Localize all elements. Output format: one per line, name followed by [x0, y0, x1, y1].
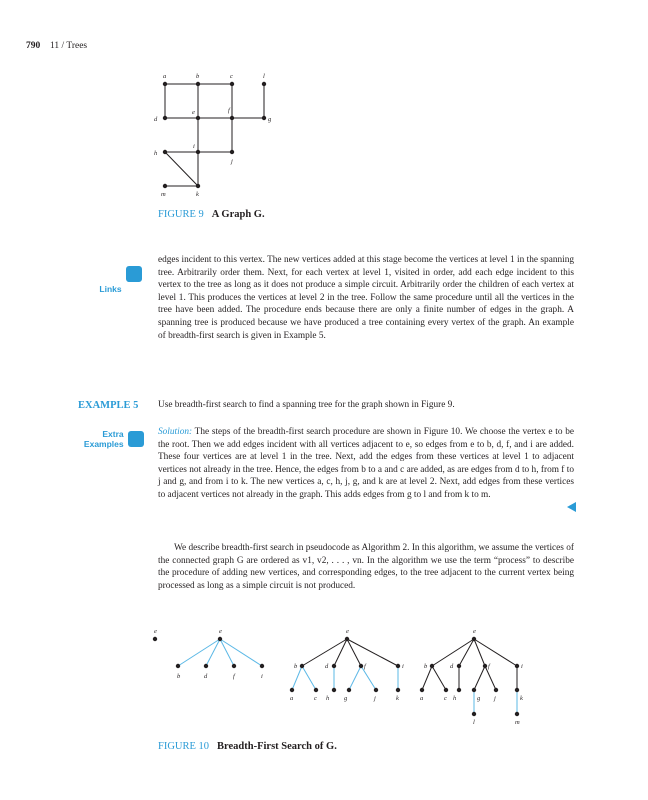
vertex-c — [230, 82, 234, 86]
svg-text:e: e — [219, 628, 222, 635]
extra-label: Extra — [102, 429, 124, 439]
svg-text:i: i — [402, 663, 404, 670]
svg-text:e: e — [346, 628, 349, 635]
svg-text:c: c — [444, 695, 447, 702]
examples-label: Examples — [83, 439, 124, 449]
svg-text:c: c — [230, 73, 233, 80]
svg-text:b: b — [424, 663, 428, 670]
solution-label: Solution: — [158, 427, 193, 437]
svg-text:e: e — [192, 109, 195, 116]
svg-text:k: k — [396, 695, 399, 702]
mouse-icon — [126, 266, 142, 282]
svg-text:j: j — [494, 695, 496, 702]
svg-text:f: f — [233, 673, 235, 680]
end-of-example-triangle-icon — [567, 502, 576, 512]
svg-text:f: f — [228, 107, 230, 114]
vertex-b — [196, 82, 200, 86]
svg-text:j: j — [374, 695, 376, 702]
vertex-j — [230, 150, 234, 154]
vertex-d — [163, 116, 167, 120]
svg-text:f: f — [364, 663, 366, 670]
vertex-m — [163, 184, 167, 188]
svg-text:a: a — [420, 695, 424, 702]
svg-text:g: g — [344, 695, 348, 702]
example-statement: Use breadth-first search to find a spanning tree for the graph shown in Figure 9. — [158, 400, 455, 410]
svg-text:g: g — [268, 116, 272, 123]
stage-3 — [290, 628, 404, 702]
svg-text:b: b — [294, 663, 298, 670]
svg-text:l: l — [473, 719, 475, 726]
vertex-k — [196, 184, 200, 188]
svg-text:l: l — [263, 73, 265, 80]
svg-text:f: f — [488, 663, 490, 670]
svg-text:e: e — [473, 628, 476, 635]
solution-text: The steps of the breadth-first search procedure are shown in Figure 10. We choose the vertex e to be the root. Then we add edges incident with all vertices adjacent to e, so edges from e to b, d, f, and i are added. These four vertices are at level 1 in the tree. Next, add the edges from these vertices at level 1 to adjacent vertices not already in the tree. Hence, the edges from b to a and c are added, as are edges from d to h, from f to j and g, and from i to k. The new vertices a, c, h, j, g, and k are at level 2. Next, add edges from these vertices to adjacent vertices not already in the graph. This adds edges from g to l and from k to m. — [158, 427, 574, 500]
vertex-h — [163, 150, 167, 154]
svg-text:m: m — [161, 191, 166, 198]
stage-2 — [176, 628, 264, 680]
svg-text:e: e — [154, 628, 157, 635]
vertex-l — [262, 82, 266, 86]
vertex-e — [196, 116, 200, 120]
example-label: EXAMPLE 5 — [78, 400, 139, 411]
svg-text:a: a — [163, 73, 167, 80]
figure-9-graph — [140, 70, 290, 200]
svg-text:g: g — [477, 695, 481, 702]
figure-10-trees — [140, 624, 540, 744]
svg-text:h: h — [453, 695, 457, 702]
svg-text:h: h — [326, 695, 330, 702]
svg-text:k: k — [520, 695, 523, 702]
page-number: 790 — [26, 41, 41, 51]
running-title: 11 / Trees — [50, 41, 88, 51]
svg-text:b: b — [196, 73, 200, 80]
extra-examples-sidebar[interactable] — [78, 429, 144, 449]
svg-text:i: i — [193, 143, 195, 150]
intro-paragraph: edges incident to this vertex. The new vertices added at this stage become the vertices at level 1 in the spanning tree. Arbitrarily order them. Next, for each vertex at level 1, visited in order, add each edge incident to this vertex to the tree as long as it does not produce a simple circuit. Arbitrarily order the children of each vertex at level 1. This produces the vertices at level 2 in the tree. Follow the same procedure until all the vertices in the tree have been added. The procedure ends because there are only a finite number of edges in the graph. A spanning tree is produced because we have produced a tree containing every vertex of the graph. An example of breadth-first search is given in Example 5. — [158, 255, 574, 341]
vertex-g — [262, 116, 266, 120]
vertex-f — [230, 116, 234, 120]
svg-text:a: a — [290, 695, 294, 702]
svg-text:d: d — [450, 663, 454, 670]
links-sidebar[interactable] — [96, 266, 142, 294]
figure-9-caption: FIGURE 9 A Graph G. — [158, 209, 265, 220]
svg-text:c: c — [314, 695, 317, 702]
stage-1 — [153, 628, 157, 641]
algorithm-paragraph: We describe breadth-first search in pseudocode as Algorithm 2. In this algorithm, we assume the vertices of the connected graph G are ordered as v1, v2, . . . , vn. In the algorithm we use the term “process” to describe the procedure of adding new vertices, and corresponding edges, to the tree adjacent to the current vertex being processed as long as a simple circuit is not produced. — [158, 543, 574, 591]
links-label: Links — [99, 284, 122, 294]
svg-text:k: k — [196, 191, 199, 198]
svg-text:m: m — [515, 719, 520, 726]
vertex-a — [163, 82, 167, 86]
solution-paragraph — [158, 426, 574, 502]
figure-10-caption: FIGURE 10 Breadth-First Search of G. — [158, 741, 337, 752]
svg-text:b: b — [177, 673, 181, 680]
svg-text:d: d — [325, 663, 329, 670]
svg-text:j: j — [231, 158, 233, 165]
vertex-i — [196, 150, 200, 154]
svg-text:d: d — [154, 116, 158, 123]
mouse-icon — [128, 431, 144, 447]
svg-text:i: i — [521, 663, 523, 670]
svg-text:i: i — [261, 673, 263, 680]
svg-text:d: d — [204, 673, 208, 680]
stage-4 — [420, 628, 523, 726]
svg-text:h: h — [154, 150, 158, 157]
